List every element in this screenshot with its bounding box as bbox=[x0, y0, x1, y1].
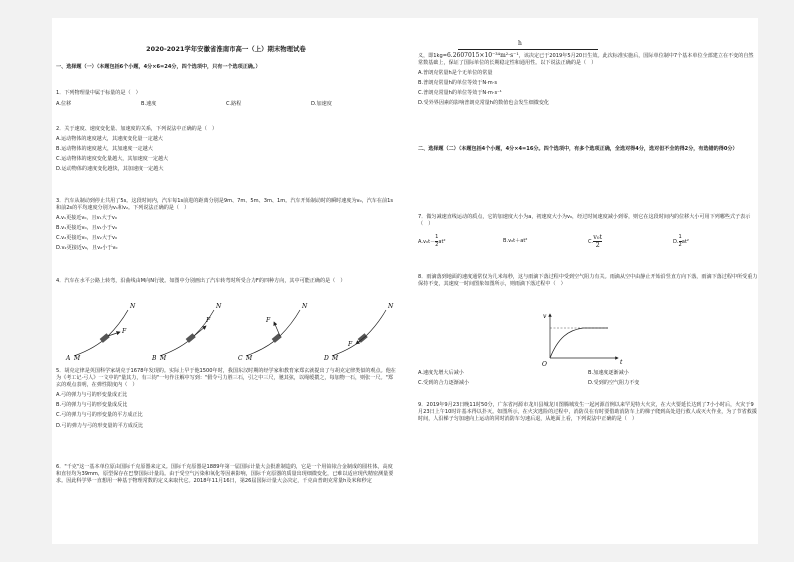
question-9 bbox=[418, 402, 758, 423]
figure-b bbox=[151, 303, 222, 362]
question-stem: 2．关于速度、速度变化量、加速度的关系，下列说法中正确的是（ ） bbox=[56, 126, 218, 132]
section-1-heading: 一、选择题（一）（本题包括6个小题，4分×6=24分，四个选项中，只有一个选项正确。） bbox=[56, 64, 261, 70]
label-f: F bbox=[206, 317, 211, 324]
option-c: C. $\frac{\text{v₀t}}{2}$ bbox=[588, 233, 603, 250]
question-1 bbox=[56, 90, 396, 108]
label-m: M bbox=[332, 355, 339, 362]
question-5 bbox=[56, 368, 396, 430]
option-b: B.速度 bbox=[141, 101, 157, 108]
question-stem: 1．下列物理量中属于标量的是（ ） bbox=[56, 90, 141, 96]
exam-title: 2020-2021学年安徽省淮南市高一（上）期末物理试卷 bbox=[146, 45, 306, 53]
label-f: F bbox=[122, 328, 127, 335]
option-b: B.运动物体的速度越大，其加速度一定越大 bbox=[56, 146, 153, 153]
figure-d bbox=[323, 303, 394, 362]
option-c: C.v₂更接近v₀，且v₂大于v₀ bbox=[56, 235, 118, 242]
label-a: A bbox=[66, 355, 71, 362]
label-m: M bbox=[246, 355, 253, 362]
question-8-options bbox=[418, 370, 758, 387]
origin-label: O bbox=[542, 361, 547, 368]
question-2 bbox=[56, 126, 396, 173]
equation-suffix: ，该决定已于2019年5月20日生效。此次标准实施后，国际单位制中7个基本单位全部建立在不变的自然常数基础上，保证了国际单位的长期稳定性和通用性。以下说法正确的是（ ） bbox=[418, 53, 754, 67]
q7-options bbox=[418, 234, 758, 249]
option-a: A.v₁更接近v₀，且v₁大于v₀ bbox=[56, 215, 117, 222]
section-2-heading: 二、选择题（二）（本题包括4个小题，4分×4=16分。四个选项中，有多个选项正确，全选对得4分，选对但不全的得2分，有选错的得0分） bbox=[418, 146, 738, 152]
fraction-denominator: 6.2607015×10⁻³⁴m²·s⁻¹ bbox=[446, 52, 519, 59]
option-a: A.运动物体的速度越大，其速度变化量一定越大 bbox=[56, 136, 163, 143]
question-stem: 3．汽车从制动到停止共用了5s。这段时间内，汽车每1s前进的距离分别是9m、7m、5m、3m、1m。汽车开始制动时的瞬时速度为v₀，汽车在前1s和前2s的平均速度分别为v₁和v₂。下列说法正确的是（ ） bbox=[56, 198, 393, 212]
option-c: C.受到的合力逐渐减小 bbox=[418, 380, 470, 387]
label-m: M bbox=[74, 355, 81, 362]
option-d: D.加速度 bbox=[311, 101, 332, 108]
label-n: N bbox=[130, 303, 136, 310]
question-stem: 8．雨滴落到地面的速度通常仅为几米每秒，这与雨滴下落过程中受到空气阻力有关。雨滴从空中由静止开始沿竖直方向下落，雨滴下落过程中所受重力保持不变，其速度一时间图象如图所示，则雨滴下落过程中（ ） bbox=[418, 274, 758, 288]
option-a: A.普朗克常量h是个无单位的常量 bbox=[418, 70, 493, 77]
axis-label-v: v bbox=[543, 313, 547, 320]
option-b: B.加速度逐渐减小 bbox=[588, 370, 629, 376]
velocity-curve bbox=[550, 328, 608, 358]
axis-label-t: t bbox=[620, 359, 623, 366]
question-7 bbox=[418, 214, 758, 249]
question-stem: 4．汽车在水平公路上转弯，沿曲线由M向N行驶。如图中分别画出了汽车转弯时所受合力F的四种方向，其中可能正确的是（ ） bbox=[56, 278, 346, 284]
label-m: M bbox=[160, 355, 167, 362]
option-c: C.路程 bbox=[226, 101, 242, 108]
fraction-numerator: h bbox=[518, 40, 522, 47]
question-8 bbox=[418, 274, 758, 288]
option-d: D.运动物体的速度变化越快，其加速度一定越大 bbox=[56, 166, 164, 173]
question-3 bbox=[56, 198, 396, 253]
option-a: A.v₀t－ $\frac{1}{2}$ at² bbox=[418, 234, 446, 249]
question-stem: 5．胡克定律是英国科学家胡克于1678年发现的。实际上早于他1500年时，我国东汉时期的经学家和教育家郑玄就提出了与胡克定律类似的观点。他在为《考工记·弓人》一文中的"量其力，有三钧"一句作注解中写到："假令弓力胜三石，引之中三尺，驰其弦，以绳缓擐之，每加物一石，则张一尺。"郑玄的观点表明，在弹性限度内（ ） bbox=[56, 368, 396, 389]
exam-sheet bbox=[52, 18, 758, 544]
curve-force-figures bbox=[56, 296, 396, 366]
option-a: A.速度先增大后减小 bbox=[418, 370, 464, 376]
figure-c bbox=[238, 303, 308, 362]
option-a: A.弓的弹力与弓的形变量成正比 bbox=[56, 392, 128, 399]
question-stem: 9．2019年9月23日晚11时50分，广东省河源市龙川县城龙川图腾城发生一起河源首例以来罕见特大火灾，在大火要延长达到了7小小时后，火灾于9月23日上午10时许基本得以扑灭。如图所示，在火灾逃险的过程中，消防员在有时要借助消防车上的梯子爬到高处进行救人或灭火作业，为了节省救援时间，人沿梯子匀加速向上运动的同时消防车匀速后退，从地面上看，下列说法中正确的是（ ） bbox=[418, 402, 757, 423]
label-n: N bbox=[216, 303, 222, 310]
option-c: C.弓的弹力与弓的形变量的平方成正比 bbox=[56, 412, 143, 419]
fraction-bar bbox=[458, 49, 598, 50]
option-d: D.v₂更接近v₀，且v₂小于v₀ bbox=[56, 245, 118, 252]
option-a: A.位移 bbox=[56, 101, 72, 108]
option-b: B.v₁更接近v₀，且v₁小于v₀ bbox=[56, 225, 117, 232]
option-b: B.普朗克常量h的单位等效于N·m·s bbox=[418, 80, 498, 87]
option-d: D.受到的空气阻力不变 bbox=[588, 380, 640, 387]
planck-fraction bbox=[418, 40, 758, 51]
question-6-part-1 bbox=[56, 464, 396, 485]
option-b: B.v₀t＋at² bbox=[503, 238, 528, 245]
question-4 bbox=[56, 278, 396, 285]
label-f: F bbox=[348, 341, 353, 348]
option-c: C.运动物体的速度变化量越大，其加速度一定越大 bbox=[56, 156, 169, 163]
question-stem: 6．"千克"这一基本单位原由国际千克原器来定义。国际千克原器是1889年第一届国际计量大会批准制造的，它是一个用铂铱合金制成的圆柱体，高度和直径均为39mm，原型保存在巴黎国际计量局。由于受空气污染和氧化等因素影响，国际千克原器的质量出现细微变化，已难以适应现代精密测量要求。因此科学界一直想用一种基于物理常数的定义来取代它。2018年11月16日，第26届国际计量大会决定，千克由普朗克常量h及米和秒定 bbox=[56, 464, 394, 485]
label-n: N bbox=[302, 303, 308, 310]
label-c: C bbox=[238, 355, 243, 362]
option-d: D. $\frac{1}{2}$ at² bbox=[673, 234, 689, 249]
label-b: B bbox=[152, 355, 157, 362]
label-f: F bbox=[266, 317, 271, 324]
label-d: D bbox=[324, 355, 329, 362]
option-d: D.受外界因素的影响普朗克常量h的数值也会发生细微变化 bbox=[418, 100, 550, 107]
option-c: C.普朗克常量h的单位等效于N·m·s⁻¹ bbox=[418, 90, 502, 97]
figure-a bbox=[65, 303, 136, 362]
equation-prefix: 义，即1kg= bbox=[418, 53, 447, 59]
question-stem: 7．做匀减速直线运动的质点，它的加速度大小为a，初速度大小为v₀，经过时间速度减小到零，则它在这段时间内的位移大小可用下列哪些式子表示（ ） bbox=[418, 214, 751, 228]
option-b: B.弓的弹力与弓的形变量成反比 bbox=[56, 402, 128, 409]
question-6-part-2 bbox=[418, 40, 758, 108]
vt-graph bbox=[418, 308, 758, 368]
option-d: D.弓的弹力与弓的形变量的平方成反比 bbox=[56, 422, 144, 429]
label-n: N bbox=[388, 303, 394, 310]
